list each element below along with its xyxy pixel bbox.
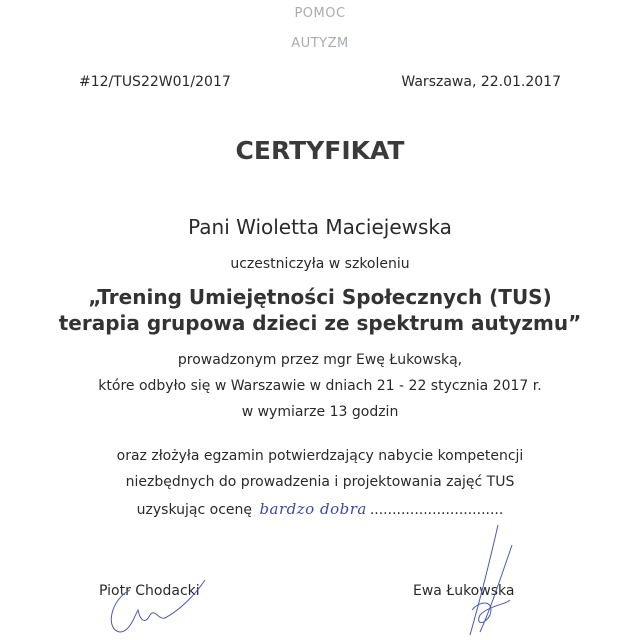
grade-line <box>0 500 640 518</box>
signatory-right-name: Ewa Łukowska <box>413 583 515 599</box>
hours-text: w wymiarze 13 godzin <box>241 404 399 420</box>
recipient-name: Pani Wioletta Maciejewska <box>188 215 452 239</box>
signature-left <box>100 570 220 640</box>
instructor-text: prowadzonym przez mgr Ewę Łukowską, <box>177 352 463 368</box>
signature-right <box>450 520 530 640</box>
course-title-line2: terapia grupowa dzieci ze spektrum autyzmu” <box>58 311 582 335</box>
logo-pomoc: POMOC <box>294 6 346 21</box>
place-date: Warszawa, 22.01.2017 <box>401 74 561 90</box>
course-title-line1: „Trening Umiejętności Społecznych (TUS) <box>88 285 552 309</box>
participation-text: uczestniczyła w szkoleniu <box>230 256 410 272</box>
exam-text-line1: oraz złożyła egzamin potwierdzający nabycie kompetencji <box>116 448 524 464</box>
signatory-left-name: Piotr Chodacki <box>99 583 200 599</box>
reference-number: #12/TUS22W01/2017 <box>79 74 231 90</box>
exam-text-line2: niezbędnych do prowadzenia i projektowania zajęć TUS <box>125 474 515 490</box>
grade-handwritten: bardzo dobra <box>259 500 367 518</box>
dates-text: które odbyło się w Warszawie w dniach 21 - 22 stycznia 2017 r. <box>98 378 542 394</box>
grade-dots: .............................. <box>369 502 504 518</box>
grade-label: uzyskując ocenę <box>136 502 252 518</box>
logo-autyzm: AUTYZM <box>291 36 349 51</box>
certificate-title: CERTYFIKAT <box>235 136 405 165</box>
